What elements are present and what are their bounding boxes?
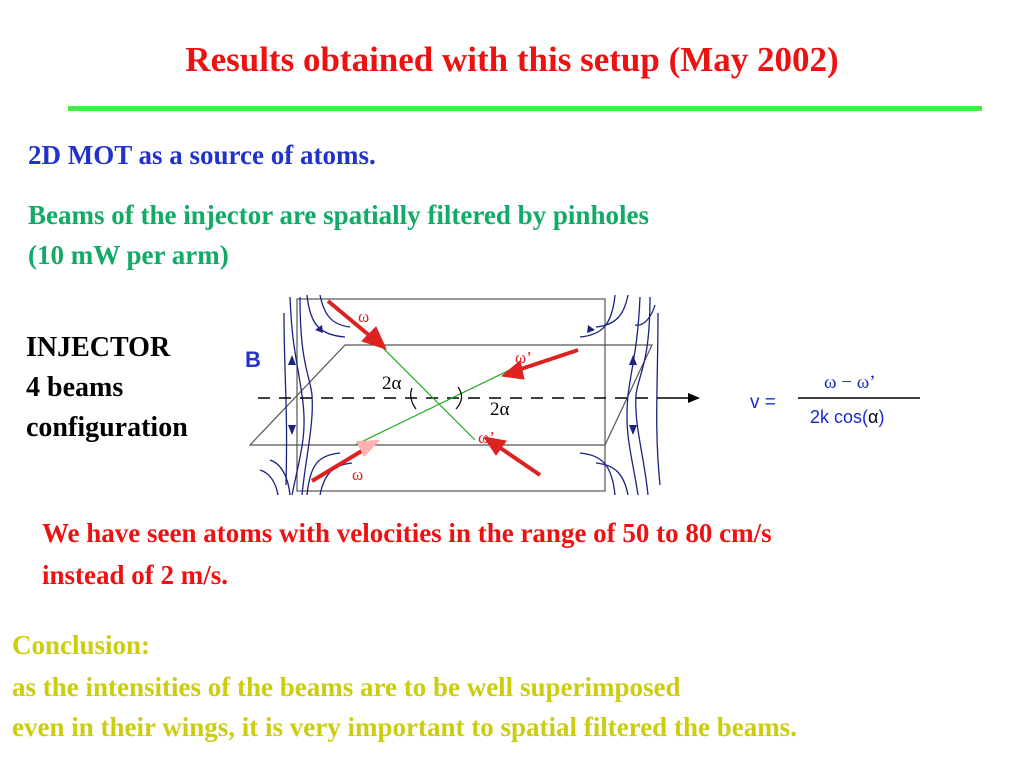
- beam-label-omega-prime-top: ω’: [515, 348, 532, 367]
- injector-label-line-1: INJECTOR: [26, 332, 171, 363]
- filter-note-line-1: Beams of the injector are spatially filtered by pinholes: [28, 200, 649, 230]
- field-arrowheads: [288, 325, 637, 435]
- formula-numerator: ω − ω’: [824, 372, 876, 393]
- axis-arrowhead: [688, 393, 700, 403]
- result-line-2: instead of 2 m/s.: [42, 560, 229, 590]
- formula-denominator: 2k cos(α): [810, 407, 885, 427]
- velocity-formula: [750, 372, 920, 427]
- injector-label-line-3: configuration: [26, 412, 188, 443]
- field-label: B: [245, 347, 261, 372]
- conclusion-line-1: as the intensities of the beams are to be well superimposed: [12, 672, 681, 702]
- filter-note-line-2: (10 mW per arm): [28, 240, 229, 270]
- slide-title: Results obtained with this setup (May 2002): [185, 40, 839, 79]
- injector-label-line-2: 4 beams: [26, 372, 124, 403]
- beam-arrows: [312, 301, 578, 481]
- beam-lines: [355, 345, 520, 445]
- subtitle: 2D MOT as a source of atoms.: [28, 140, 376, 170]
- angle-label-right: 2α: [490, 399, 510, 420]
- title-divider: [68, 106, 982, 111]
- beam-label-omega-prime-bottom: ω’: [478, 428, 495, 447]
- injector-diagram: [240, 285, 940, 515]
- angle-label-left: 2α: [382, 373, 402, 394]
- formula-lhs: v =: [750, 392, 776, 413]
- conclusion-line-2: even in their wings, it is very important to spatial filtered the beams.: [12, 712, 797, 742]
- result-line-1: We have seen atoms with velocities in the range of 50 to 80 cm/s: [42, 518, 772, 548]
- beam-label-omega-bottom: ω: [352, 465, 364, 484]
- field-lines-right: [580, 295, 660, 495]
- beam-label-omega-top: ω: [358, 307, 370, 326]
- conclusion-heading: Conclusion:: [12, 630, 151, 660]
